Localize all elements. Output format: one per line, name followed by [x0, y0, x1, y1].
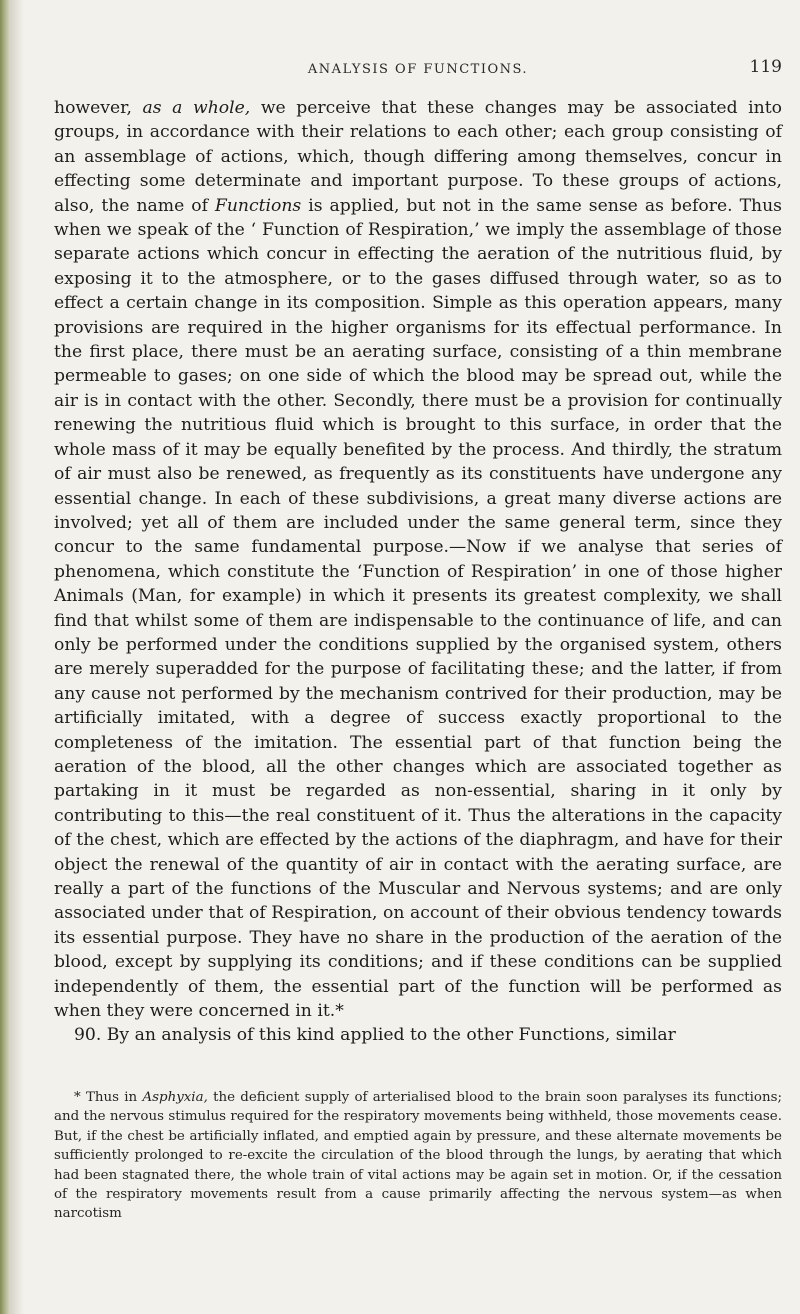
footnote-text-rest: the deficient supply of arterialised blood to the brain soon paralyses its functions; and the nervous stimulus required for the respiratory movements being withheld, those movements cease. But, if the chest be artificially inflated, and emptied again by pressure, and these alternate movements be sufficiently prolonged to re-excite the circulation of the blood through the lungs, by aerating that which had been stagnated there, the whole train of vital actions may be again set in motion. Or, if the cessation of the respiratory movements result from a cause primarily affecting the nervous system—as when narcotism	[54, 1090, 782, 1222]
paragraph-text-start: however,	[54, 98, 143, 118]
paragraph-text-middle: we perceive that these changes may be associated into groups, in accordance with their relations to each other; each group consisting of an assemblage of actions, which, though differing among themselves, concur in effecting some determinate and important purpose. To these groups of actions, also, the name of	[54, 98, 782, 216]
paragraph-90: 90. By an analysis of this kind applied to the other Functions, similar	[74, 1025, 676, 1046]
footnote-text	[54, 1088, 782, 1224]
italic-term-functions: Functions	[214, 195, 302, 216]
page-gutter-shadow	[10, 0, 24, 1314]
book-page	[54, 0, 782, 1314]
book-spine-edge	[0, 0, 10, 1314]
paragraph-continued	[54, 96, 782, 1023]
page-number: 119	[749, 57, 782, 77]
footnote-text-start: * Thus in	[74, 1090, 143, 1105]
footnote	[54, 1088, 782, 1224]
italic-phrase-as-a-whole: as a whole,	[142, 98, 251, 118]
paragraph-text-end: is applied, but not in the same sense as before. Thus when we speak of the ‘ Function of Respiration,’ we imply the assemblage of those separate actions which concur in effecting the aeration of the nutritious fluid, by exposing it to the atmosphere, or to the gases diffused through water, so as to effect a certain change in its composition. Simple as this operation appears, many provisions are required in the higher organisms for its effectual performance. In the first place, there must be an aerating surface, consisting of a thin membrane permeable to gases; on one side of which the blood may be spread out, while the air is in contact with the other. Secondly, there must be a provision for continually renewing the nutritious fluid which is brought to this surface, in order that the whole mass of it may be equally benefited by the process. And thirdly, the stratum of air must also be renewed, as frequently as its constituents have undergone any essential change. In each of these subdivisions, a great many diverse actions are involved; yet all of them are included under the same general term, since they concur to the same fundamental purpose.—Now if we analyse that series of phenomena, which constitute the ‘Function of Respiration’ in one of those higher Animals (Man, for example) in which it presents its greatest complexity, we shall find that whilst some of them are indispensable to the continuance of life, and can only be performed under the conditions supplied by the organised system, others are merely superadded for the purpose of facilitating these; and the latter, if from any cause not performed by the mechanism contrived for their production, may be artificially imitated, with a degree of success exactly proportional to the completeness of the imitation. The essential part of that function being the aeration of the blood, all the other changes which are associated together as partaking in it must be regarded as non-essential, sharing in it only by contributing to this—the real constituent of it. Thus the alterations in the capacity of the chest, which are effected by the actions of the diaphragm, and have for their object the renewal of the quantity of air in contact with the aerating surface, are really a part of the functions of the Muscular and Nervous systems; and are only associated under that of Respiration, on account of their obvious tendency towards its essential purpose. They have no share in the production of the aeration of the blood, except by supplying its conditions; and if these conditions can be supplied independently of them, the essential part of the function will be performed as when they were concerned in it.*	[54, 195, 782, 1022]
running-head	[54, 57, 782, 86]
body-text	[54, 96, 782, 1048]
running-title: ANALYSIS OF FUNCTIONS.	[307, 62, 529, 77]
italic-term-asphyxia: Asphyxia,	[142, 1090, 208, 1105]
